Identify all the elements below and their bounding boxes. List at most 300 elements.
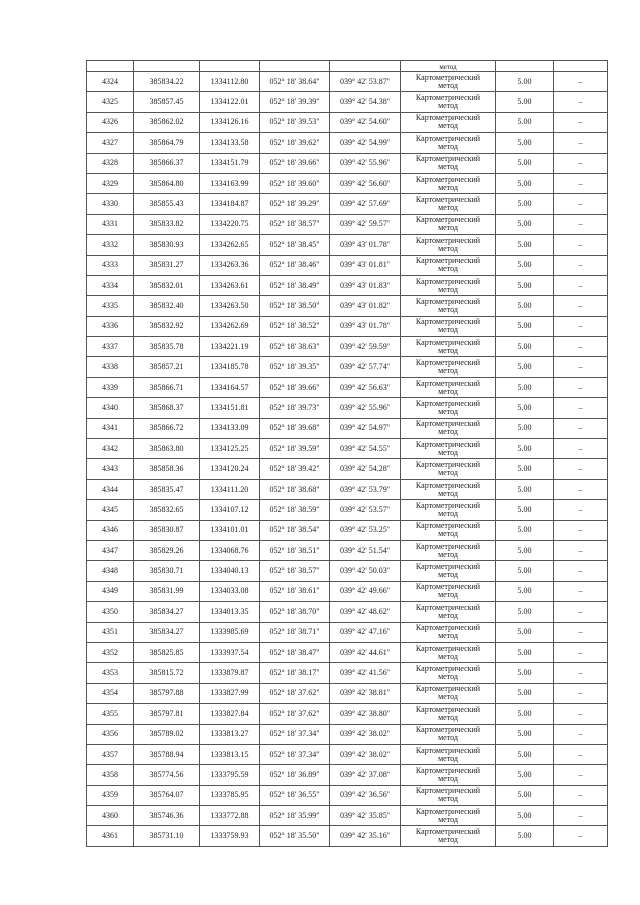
- cell-latitude: 052° 18' 37.62": [260, 704, 330, 724]
- cell-latitude: 052° 18' 38.71": [260, 622, 330, 642]
- table-row: [87, 806, 608, 826]
- cell-point-number: 4354: [87, 683, 134, 703]
- cell-x-coordinate: 385788.94: [134, 744, 200, 764]
- method-line-2: метод: [438, 162, 458, 172]
- method-line-1: Картометрический: [415, 684, 481, 694]
- table-row: [87, 826, 608, 846]
- cell-longitude: 039° 42' 50.03": [330, 561, 401, 581]
- cell-longitude: 039° 42' 51.54": [330, 540, 401, 560]
- cell-x-coordinate: 385832.01: [134, 275, 200, 295]
- cell-latitude: 052° 18' 39.68": [260, 418, 330, 438]
- method-line-2: метод: [438, 488, 458, 498]
- cell-latitude: 052° 18' 39.29": [260, 194, 330, 214]
- method-line-2: метод: [438, 182, 458, 192]
- method-line-1: Картометрический: [415, 72, 481, 82]
- cell-note: –: [554, 520, 608, 540]
- cell-method: [401, 72, 496, 92]
- method-line-2: метод: [438, 284, 458, 294]
- cell-longitude: 039° 42' 59.57": [330, 214, 401, 234]
- cell-empty: [200, 61, 260, 72]
- method-line-2: метод: [438, 203, 458, 213]
- method-line-2: метод: [438, 304, 458, 314]
- cell-point-number: 4340: [87, 398, 134, 418]
- method-line-1: Картометрический: [415, 786, 481, 796]
- cell-point-number: 4330: [87, 194, 134, 214]
- cell-note: –: [554, 765, 608, 785]
- table-row: [87, 479, 608, 499]
- cell-accuracy: 5.00: [496, 704, 554, 724]
- cell-longitude: 039° 42' 36.56": [330, 785, 401, 805]
- cell-y-coordinate: 1333985.69: [200, 622, 260, 642]
- cell-accuracy: 5.00: [496, 683, 554, 703]
- cell-longitude: 039° 42' 57.69": [330, 194, 401, 214]
- cell-longitude: 039° 42' 54.97": [330, 418, 401, 438]
- cell-y-coordinate: 1333813.15: [200, 744, 260, 764]
- cell-latitude: 052° 18' 39.66": [260, 153, 330, 173]
- method-line-1: Картометрический: [415, 215, 481, 225]
- method-line-2: метод: [438, 366, 458, 376]
- table-row: [87, 561, 608, 581]
- table-row: [87, 153, 608, 173]
- cell-note: –: [554, 133, 608, 153]
- cell-point-number: 4350: [87, 602, 134, 622]
- table-row: [87, 459, 608, 479]
- cell-longitude: 039° 43' 01.78": [330, 316, 401, 336]
- method-line-1: Картометрический: [415, 623, 481, 633]
- cell-accuracy: 5.00: [496, 724, 554, 744]
- cell-longitude: 039° 42' 49.66": [330, 581, 401, 601]
- cell-note: –: [554, 683, 608, 703]
- method-line-2: метод: [438, 753, 458, 763]
- cell-method: [401, 275, 496, 295]
- cell-latitude: 052° 18' 35.99": [260, 806, 330, 826]
- method-line-1: Картометрический: [415, 602, 481, 612]
- cell-x-coordinate: 385834.22: [134, 72, 200, 92]
- cell-longitude: 039° 42' 56.60": [330, 173, 401, 193]
- cell-note: –: [554, 642, 608, 662]
- cell-point-number: 4338: [87, 357, 134, 377]
- cell-longitude: 039° 42' 57.74": [330, 357, 401, 377]
- method-line-2: метод: [438, 101, 458, 111]
- cell-note: –: [554, 316, 608, 336]
- cell-accuracy: 5.00: [496, 622, 554, 642]
- cell-y-coordinate: 1334125.25: [200, 439, 260, 459]
- cell-y-coordinate: 1334151.79: [200, 153, 260, 173]
- method-line-1: Картометрический: [415, 195, 481, 205]
- cell-method: [401, 724, 496, 744]
- cell-point-number: 4328: [87, 153, 134, 173]
- cell-point-number: 4343: [87, 459, 134, 479]
- cell-y-coordinate: 1334262.65: [200, 235, 260, 255]
- method-line-2: метод: [438, 733, 458, 743]
- cell-longitude: 039° 42' 54.55": [330, 439, 401, 459]
- method-line-2: метод: [438, 386, 458, 396]
- cell-method: [401, 377, 496, 397]
- cell-y-coordinate: 1333785.95: [200, 785, 260, 805]
- cell-method: [401, 133, 496, 153]
- cell-y-coordinate: 1334221.19: [200, 337, 260, 357]
- method-line-2: метод: [438, 692, 458, 702]
- method-line-1: Картометрический: [415, 439, 481, 449]
- cell-accuracy: 5.00: [496, 581, 554, 601]
- method-line-2: метод: [438, 468, 458, 478]
- cell-method: [401, 153, 496, 173]
- table-row: [87, 72, 608, 92]
- cell-latitude: 052° 18' 39.73": [260, 398, 330, 418]
- cell-accuracy: 5.00: [496, 72, 554, 92]
- cell-method: [401, 765, 496, 785]
- cell-accuracy: 5.00: [496, 377, 554, 397]
- cell-latitude: 052° 18' 36.89": [260, 765, 330, 785]
- method-line-1: Картометрический: [415, 582, 481, 592]
- cell-point-number: 4336: [87, 316, 134, 336]
- cell-method: [401, 439, 496, 459]
- cell-note: –: [554, 561, 608, 581]
- cell-longitude: 039° 42' 54.60": [330, 112, 401, 132]
- cell-point-number: 4358: [87, 765, 134, 785]
- cell-point-number: 4342: [87, 439, 134, 459]
- cell-accuracy: 5.00: [496, 785, 554, 805]
- cell-latitude: 052° 18' 38.68": [260, 479, 330, 499]
- cell-note: –: [554, 173, 608, 193]
- cell-latitude: 052° 18' 38.64": [260, 72, 330, 92]
- cell-latitude: 052° 18' 37.34": [260, 744, 330, 764]
- cell-method: [401, 704, 496, 724]
- method-line-1: Картометрический: [415, 133, 481, 143]
- table-row: [87, 418, 608, 438]
- cell-longitude: 039° 42' 35.16": [330, 826, 401, 846]
- cell-empty: [87, 61, 134, 72]
- method-line-1: Картометрический: [415, 460, 481, 470]
- cell-point-number: 4361: [87, 826, 134, 846]
- cell-latitude: 052° 18' 39.35": [260, 357, 330, 377]
- cell-accuracy: 5.00: [496, 439, 554, 459]
- cell-accuracy: 5.00: [496, 133, 554, 153]
- table-row: [87, 602, 608, 622]
- cell-note: –: [554, 479, 608, 499]
- table-row: [87, 642, 608, 662]
- method-line-1: Картометрический: [415, 256, 481, 266]
- method-line-2: метод: [438, 651, 458, 661]
- table-row: [87, 765, 608, 785]
- cell-note: –: [554, 540, 608, 560]
- cell-longitude: 039° 42' 53.87": [330, 72, 401, 92]
- cell-longitude: 039° 42' 56.63": [330, 377, 401, 397]
- table-row: [87, 683, 608, 703]
- cell-accuracy: 5.00: [496, 255, 554, 275]
- cell-note: –: [554, 581, 608, 601]
- cell-point-number: 4352: [87, 642, 134, 662]
- cell-method: [401, 235, 496, 255]
- cell-longitude: 039° 42' 53.79": [330, 479, 401, 499]
- method-line-2: метод: [438, 243, 458, 253]
- cell-point-number: 4349: [87, 581, 134, 601]
- cell-x-coordinate: 385862.02: [134, 112, 200, 132]
- cell-longitude: 039° 42' 53.57": [330, 500, 401, 520]
- cell-accuracy: 5.00: [496, 337, 554, 357]
- cell-latitude: 052° 18' 38.61": [260, 581, 330, 601]
- cell-x-coordinate: 385832.92: [134, 316, 200, 336]
- cell-latitude: 052° 18' 37.62": [260, 683, 330, 703]
- cell-latitude: 052° 18' 39.39": [260, 92, 330, 112]
- method-line-1: Картометрический: [415, 480, 481, 490]
- cell-accuracy: 5.00: [496, 194, 554, 214]
- cell-longitude: 039° 42' 55.96": [330, 398, 401, 418]
- table-row-continued: [87, 61, 608, 72]
- cell-point-number: 4345: [87, 500, 134, 520]
- cell-x-coordinate: 385864.79: [134, 133, 200, 153]
- cell-longitude: 039° 42' 47.16": [330, 622, 401, 642]
- table-row: [87, 377, 608, 397]
- method-line-2: метод: [438, 80, 458, 90]
- table-row: [87, 275, 608, 295]
- cell-x-coordinate: 385835.47: [134, 479, 200, 499]
- table-row: [87, 235, 608, 255]
- cell-method: [401, 112, 496, 132]
- cell-latitude: 052° 18' 39.53": [260, 112, 330, 132]
- cell-point-number: 4337: [87, 337, 134, 357]
- method-line-2: метод: [438, 223, 458, 233]
- cell-y-coordinate: 1334262.69: [200, 316, 260, 336]
- cell-y-coordinate: 1334220.75: [200, 214, 260, 234]
- cell-x-coordinate: 385797.88: [134, 683, 200, 703]
- cell-y-coordinate: 1333937.54: [200, 642, 260, 662]
- method-line-2: метод: [438, 406, 458, 416]
- cell-longitude: 039° 42' 44.61": [330, 642, 401, 662]
- cell-longitude: 039° 42' 55.96": [330, 153, 401, 173]
- cell-method: [401, 357, 496, 377]
- cell-y-coordinate: 1334133.58: [200, 133, 260, 153]
- cell-accuracy: 5.00: [496, 663, 554, 683]
- cell-longitude: 039° 42' 38.02": [330, 724, 401, 744]
- table-row: [87, 255, 608, 275]
- method-line-2: метод: [438, 773, 458, 783]
- table-row: [87, 133, 608, 153]
- table-row: [87, 622, 608, 642]
- cell-x-coordinate: 385858.36: [134, 459, 200, 479]
- cell-x-coordinate: 385855.43: [134, 194, 200, 214]
- cell-y-coordinate: 1334163.99: [200, 173, 260, 193]
- cell-latitude: 052° 18' 39.42": [260, 459, 330, 479]
- cell-point-number: 4346: [87, 520, 134, 540]
- cell-method: [401, 683, 496, 703]
- cell-y-coordinate: 1334184.87: [200, 194, 260, 214]
- cell-empty: [330, 61, 401, 72]
- cell-x-coordinate: 385832.40: [134, 296, 200, 316]
- cell-x-coordinate: 385815.72: [134, 663, 200, 683]
- cell-longitude: 039° 43' 01.81": [330, 255, 401, 275]
- cell-x-coordinate: 385830.93: [134, 235, 200, 255]
- cell-note: –: [554, 500, 608, 520]
- cell-x-coordinate: 385832.65: [134, 500, 200, 520]
- method-line-2: метод: [438, 427, 458, 437]
- cell-x-coordinate: 385834.27: [134, 602, 200, 622]
- cell-longitude: 039° 42' 38.81": [330, 683, 401, 703]
- cell-latitude: 052° 18' 35.50": [260, 826, 330, 846]
- cell-method: [401, 459, 496, 479]
- cell-method: [401, 581, 496, 601]
- cell-latitude: 052° 18' 39.60": [260, 173, 330, 193]
- cell-method: [401, 642, 496, 662]
- cell-accuracy: 5.00: [496, 316, 554, 336]
- method-line-2: метод: [438, 631, 458, 641]
- cell-x-coordinate: 385829.26: [134, 540, 200, 560]
- cell-method: [401, 316, 496, 336]
- cell-latitude: 052° 18' 38.57": [260, 561, 330, 581]
- cell-accuracy: 5.00: [496, 479, 554, 499]
- method-line-1: Картометрический: [415, 235, 481, 245]
- cell-method: [401, 806, 496, 826]
- cell-longitude: 039° 42' 41.56": [330, 663, 401, 683]
- cell-point-number: 4332: [87, 235, 134, 255]
- method-line-2: метод: [438, 141, 458, 151]
- cell-x-coordinate: 385731.10: [134, 826, 200, 846]
- table-row: [87, 744, 608, 764]
- cell-point-number: 4331: [87, 214, 134, 234]
- table-row: [87, 112, 608, 132]
- cell-x-coordinate: 385868.37: [134, 398, 200, 418]
- cell-note: –: [554, 704, 608, 724]
- method-line-2: метод: [438, 549, 458, 559]
- cell-note: –: [554, 622, 608, 642]
- method-line-1: Картометрический: [415, 541, 481, 551]
- cell-accuracy: 5.00: [496, 418, 554, 438]
- cell-method: [401, 602, 496, 622]
- method-line-1: Картометрический: [415, 378, 481, 388]
- method-line-1: Картометрический: [415, 562, 481, 572]
- cell-point-number: 4351: [87, 622, 134, 642]
- cell-latitude: 052° 18' 38.46": [260, 255, 330, 275]
- table-row: [87, 439, 608, 459]
- method-line-1: Картометрический: [415, 806, 481, 816]
- cell-note: –: [554, 153, 608, 173]
- cell-y-coordinate: 1333772.88: [200, 806, 260, 826]
- cell-latitude: 052° 18' 38.54": [260, 520, 330, 540]
- cell-latitude: 052° 18' 38.47": [260, 642, 330, 662]
- cell-point-number: 4353: [87, 663, 134, 683]
- method-line-2: метод: [438, 610, 458, 620]
- cell-latitude: 052° 18' 37.34": [260, 724, 330, 744]
- cell-y-coordinate: 1334263.50: [200, 296, 260, 316]
- cell-accuracy: 5.00: [496, 214, 554, 234]
- cell-latitude: 052° 18' 36.55": [260, 785, 330, 805]
- cell-note: –: [554, 602, 608, 622]
- cell-note: –: [554, 785, 608, 805]
- cell-y-coordinate: 1334126.16: [200, 112, 260, 132]
- table-row: [87, 316, 608, 336]
- cell-longitude: 039° 42' 54.38": [330, 92, 401, 112]
- table-row: [87, 704, 608, 724]
- cell-empty: [554, 61, 608, 72]
- method-line-2: метод: [438, 508, 458, 518]
- cell-longitude: 039° 43' 01.83": [330, 275, 401, 295]
- cell-y-coordinate: 1334101.01: [200, 520, 260, 540]
- cell-latitude: 052° 18' 38.50": [260, 296, 330, 316]
- cell-x-coordinate: 385764.07: [134, 785, 200, 805]
- cell-longitude: 039° 42' 59.59": [330, 337, 401, 357]
- cell-note: –: [554, 255, 608, 275]
- method-line-1: Картометрический: [415, 664, 481, 674]
- cell-empty: [134, 61, 200, 72]
- method-line-2: метод: [438, 121, 458, 131]
- cell-note: –: [554, 663, 608, 683]
- method-line-2: метод: [438, 835, 458, 845]
- cell-y-coordinate: 1333759.93: [200, 826, 260, 846]
- cell-point-number: 4359: [87, 785, 134, 805]
- cell-longitude: 039° 42' 48.62": [330, 602, 401, 622]
- cell-accuracy: 5.00: [496, 357, 554, 377]
- cell-note: –: [554, 377, 608, 397]
- cell-y-coordinate: 1333827.99: [200, 683, 260, 703]
- method-line-1: Картометрический: [415, 113, 481, 123]
- method-line-2: метод: [438, 672, 458, 682]
- cell-y-coordinate: 1334068.76: [200, 540, 260, 560]
- cell-method: [401, 398, 496, 418]
- cell-accuracy: 5.00: [496, 398, 554, 418]
- cell-method: [401, 337, 496, 357]
- cell-x-coordinate: 385866.37: [134, 153, 200, 173]
- cell-accuracy: 5.00: [496, 744, 554, 764]
- method-line-1: Картометрический: [415, 725, 481, 735]
- method-line-1: Картометрический: [415, 358, 481, 368]
- cell-x-coordinate: 385866.71: [134, 377, 200, 397]
- method-line-1: Картометрический: [415, 704, 481, 714]
- method-line-1: Картометрический: [415, 398, 481, 408]
- table-row: [87, 357, 608, 377]
- cell-accuracy: 5.00: [496, 275, 554, 295]
- cell-point-number: 4356: [87, 724, 134, 744]
- method-line-2: метод: [438, 712, 458, 722]
- cell-latitude: 052° 18' 38.49": [260, 275, 330, 295]
- cell-x-coordinate: 385746.36: [134, 806, 200, 826]
- table-row: [87, 398, 608, 418]
- coordinates-table: [86, 60, 608, 847]
- cell-latitude: 052° 18' 38.52": [260, 316, 330, 336]
- cell-point-number: 4360: [87, 806, 134, 826]
- cell-method: [401, 663, 496, 683]
- cell-latitude: 052° 18' 38.63": [260, 337, 330, 357]
- cell-y-coordinate: 1334185.78: [200, 357, 260, 377]
- cell-note: –: [554, 459, 608, 479]
- method-line-2: метод: [438, 794, 458, 804]
- table-row: [87, 581, 608, 601]
- method-line-1: Картометрический: [415, 521, 481, 531]
- cell-accuracy: 5.00: [496, 561, 554, 581]
- cell-method: [401, 826, 496, 846]
- cell-note: –: [554, 806, 608, 826]
- cell-point-number: 4348: [87, 561, 134, 581]
- method-line-1: Картометрический: [415, 827, 481, 837]
- cell-note: –: [554, 826, 608, 846]
- method-line-1: Картометрический: [415, 419, 481, 429]
- cell-note: –: [554, 214, 608, 234]
- cell-x-coordinate: 385831.27: [134, 255, 200, 275]
- cell-longitude: 039° 42' 54.28": [330, 459, 401, 479]
- method-line-2: метод: [438, 570, 458, 580]
- method-line-1: Картометрический: [415, 154, 481, 164]
- cell-y-coordinate: 1334033.08: [200, 581, 260, 601]
- cell-note: –: [554, 337, 608, 357]
- cell-y-coordinate: 1333795.59: [200, 765, 260, 785]
- cell-x-coordinate: 385831.99: [134, 581, 200, 601]
- cell-point-number: 4333: [87, 255, 134, 275]
- cell-x-coordinate: 385789.02: [134, 724, 200, 744]
- cell-latitude: 052° 18' 38.57": [260, 214, 330, 234]
- cell-accuracy: 5.00: [496, 642, 554, 662]
- cell-accuracy: 5.00: [496, 500, 554, 520]
- cell-y-coordinate: 1333827.84: [200, 704, 260, 724]
- cell-method: [401, 561, 496, 581]
